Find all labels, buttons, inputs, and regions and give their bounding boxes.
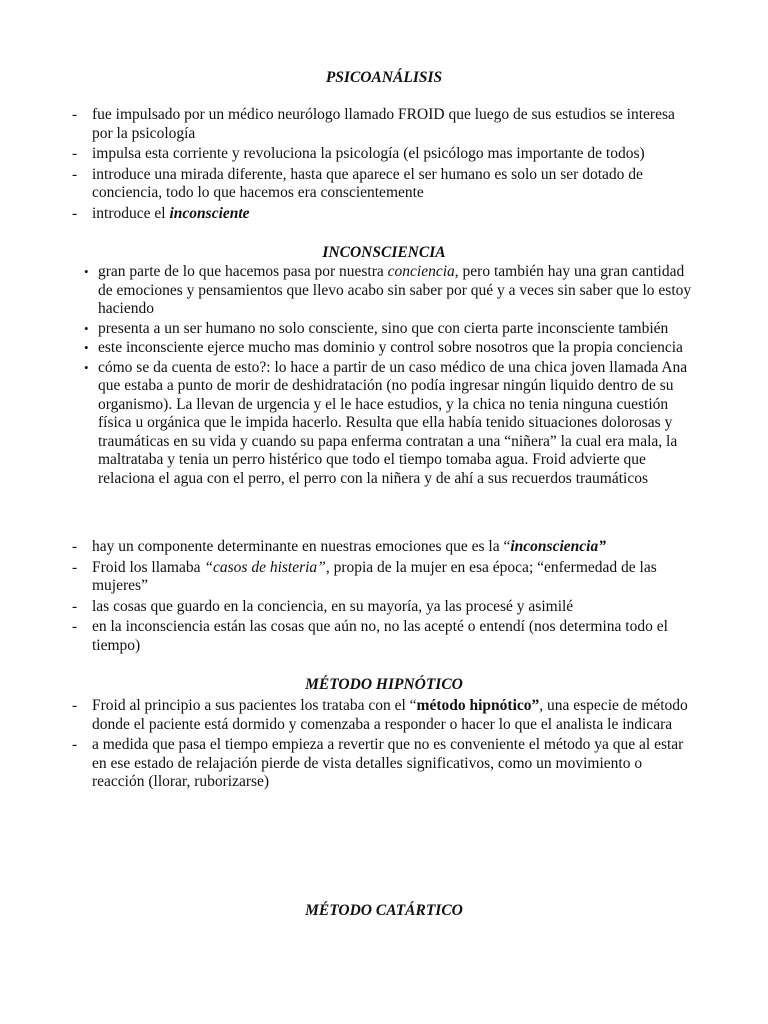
heading-metodo-hipnotico: MÉTODO HIPNÓTICO <box>305 676 463 693</box>
emphasis-casos-de-histeria: “casos de histeria” <box>204 558 326 576</box>
list-item <box>72 618 692 655</box>
list-item <box>72 538 692 557</box>
list-item-text-post: , una especie de método donde el paciente está dormido y comenzaba a responder o hacer lo que el analista le indicara <box>92 697 688 733</box>
heading-inconsciencia: INCONSCIENCIA <box>322 244 446 261</box>
emphasis-inconsciencia: inconsciencia” <box>510 538 606 555</box>
emphasis-inconsciente: inconsciente <box>169 204 250 222</box>
dot-bullet: • <box>84 320 89 336</box>
emphasis-conciencia: conciencia <box>387 263 455 280</box>
list-item <box>72 205 692 224</box>
list-item-text: las cosas que guardo en la conciencia, en su mayoría, ya las procesé y asimilé <box>92 597 574 615</box>
list-item-text-prefix: hay un componente determinante en nuestras emociones que es la “ <box>92 538 511 555</box>
list-item-text-post: , propia de la mujer en esa época; “enfermedad de las mujeres” <box>92 558 657 594</box>
dash-bullet: - <box>72 618 78 635</box>
dash-bullet: - <box>72 697 78 714</box>
bullet-text: presenta a un ser humano no solo consciente, sino que con cierta parte inconsciente también <box>98 319 669 337</box>
list-item-text-prefix: introduce el <box>92 204 170 222</box>
list-item <box>80 339 692 358</box>
psicoanalisis-list <box>72 106 692 225</box>
list-item <box>72 697 692 734</box>
list-item-text: impulsa esta corriente y revoluciona la psicología (el psicólogo mas importante de todos) <box>92 145 645 162</box>
list-item <box>72 166 692 203</box>
list-item-text: a medida que pasa el tiempo empieza a revertir que no es conveniente el método ya que al estar en ese estado de relajación pierde de vista detalles significativos, como un movimiento o reacción (llorar, ruborizarse) <box>92 736 684 790</box>
emphasis-metodo-hipnotico: método hipnótico” <box>416 697 540 714</box>
list-item <box>80 320 692 339</box>
list-item <box>80 263 692 319</box>
list-item <box>80 359 692 489</box>
dash-bullet: - <box>72 736 78 753</box>
list-item-text: fue impulsado por un médico neurólogo llamado FROID que luego de sus estudios se interesa por la psicología <box>92 106 675 142</box>
bullet-text-post: , pero también hay una gran cantidad de emociones y pensamientos que llevo acabo sin saber por qué y a veces sin saber que lo estoy haciendo <box>98 263 692 317</box>
inconsciencia-dash-list <box>72 538 692 657</box>
inconsciencia-bullets <box>80 263 692 489</box>
dot-bullet: • <box>84 264 89 279</box>
list-item <box>72 598 692 617</box>
dot-bullet: • <box>84 340 89 355</box>
list-item <box>72 145 692 164</box>
dash-bullet: - <box>72 165 78 183</box>
list-item <box>72 736 692 792</box>
dash-bullet: - <box>72 145 78 162</box>
bullet-text: este inconsciente ejerce mucho mas dominio y control sobre nosotros que la propia conciencia <box>98 339 683 356</box>
dot-bullet: • <box>84 359 89 375</box>
dash-bullet: - <box>72 597 78 615</box>
bullet-text: cómo se da cuenta de esto?: lo hace a partir de un caso médico de una chica joven llamada Ana que estaba a punto de morir de deshidratación (no podía ingresar ningún liquido dentro de su organismo). La llevan de urgencia y el le hace estudios, y la chica no tenia ninguna cuestión física u orgánica que le impida hacerlo. Resulta que ella había tenido situaciones dolorosas y traumáticas en su vida y cuando su papa enferma contratan a una “niñera” la cual era mala, la maltrataba y tenia un perro histérico que todo el tiempo tomaba agua. Froid advierte que relaciona el agua con el perro, el perro con la niñera y de ahí a sus recuerdos traumáticos <box>98 358 688 487</box>
heading-metodo-catartico: MÉTODO CATÁRTICO <box>305 902 463 919</box>
list-item-text: en la inconsciencia están las cosas que aún no, no las acepté o entendí (nos determina todo el tiempo) <box>92 618 668 654</box>
list-item <box>72 559 692 596</box>
list-item-text-prefix: Froid al principio a sus pacientes los trataba con el “ <box>92 697 417 714</box>
list-item-text-prefix: Froid los llamaba <box>92 558 205 576</box>
dash-bullet: - <box>72 558 78 576</box>
list-item <box>72 106 692 143</box>
list-item-text: introduce una mirada diferente, hasta que aparece el ser humano es solo un ser dotado de conciencia, todo lo que hacemos era conscientemente <box>92 165 643 201</box>
heading-psicoanalisis: PSICOANÁLISIS <box>325 69 443 86</box>
hipnotico-list <box>72 697 692 794</box>
dash-bullet: - <box>72 204 78 222</box>
dash-bullet: - <box>72 106 78 123</box>
bullet-text-pre: gran parte de lo que hacemos pasa por nuestra <box>98 263 388 280</box>
dash-bullet: - <box>72 538 78 555</box>
